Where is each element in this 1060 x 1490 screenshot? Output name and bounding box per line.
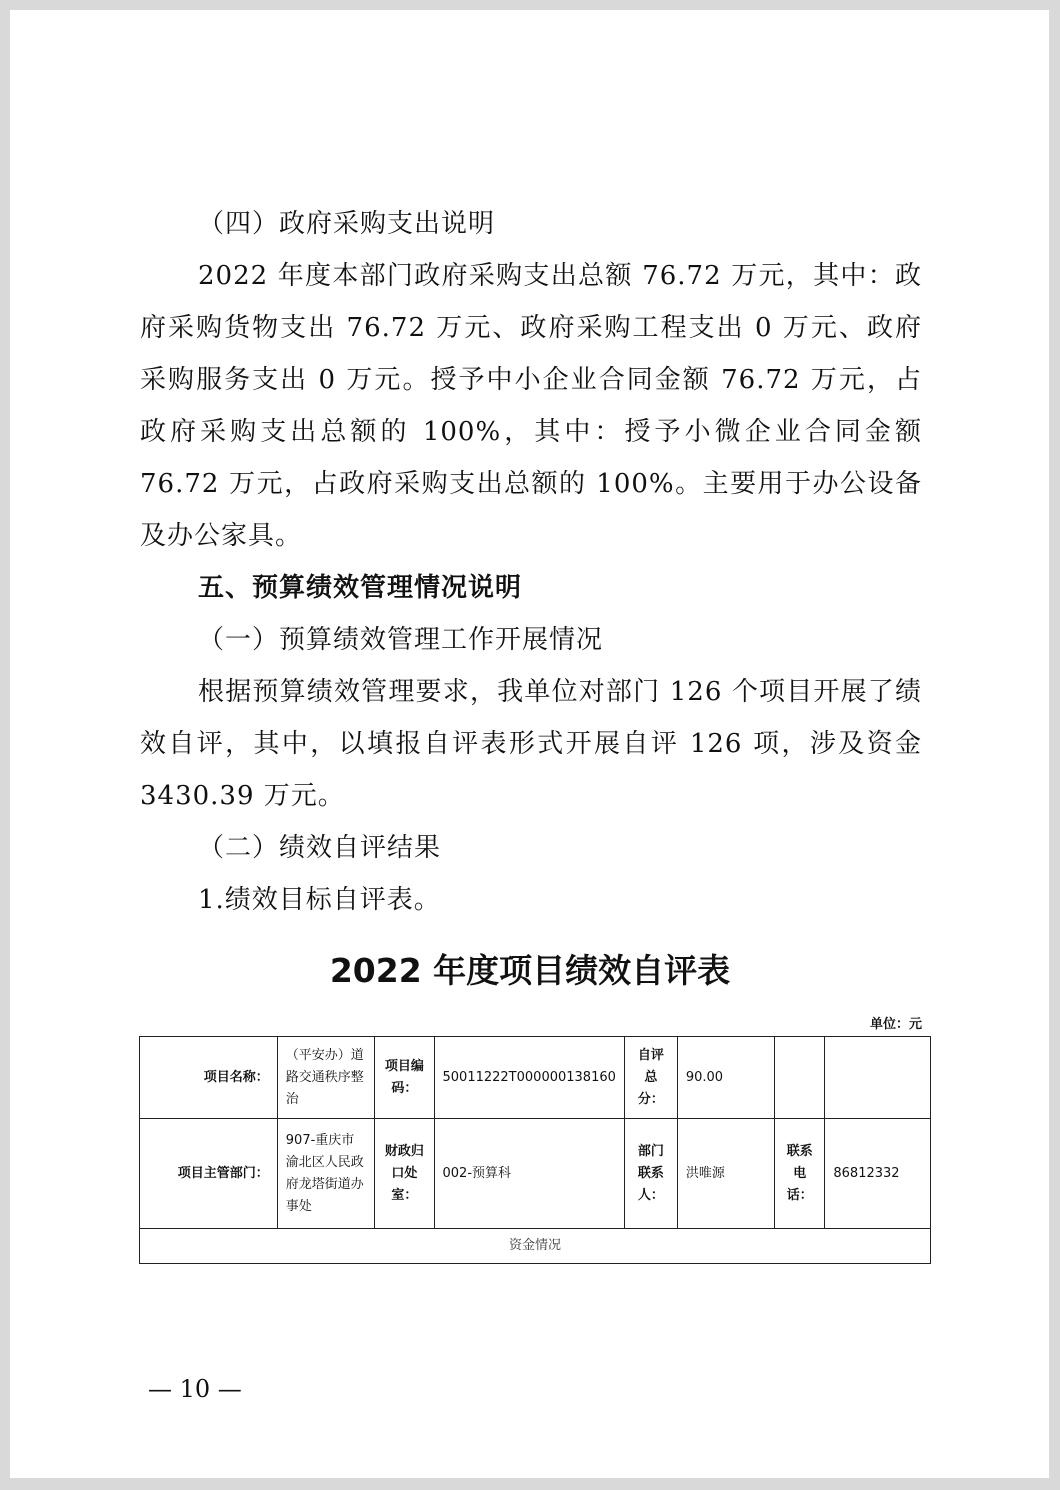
section-heading-4: （四）政府采购支出说明 xyxy=(198,209,496,239)
project-name-value: （平安办）道路交通秩序整治 xyxy=(277,1037,375,1119)
contact-label: 部门联系人： xyxy=(624,1119,677,1229)
score-label: 自评总分： xyxy=(624,1037,677,1119)
finance-value: 002-预算科 xyxy=(434,1119,624,1229)
table-title: 2022 年度项目绩效自评表 xyxy=(329,951,731,990)
table-row xyxy=(140,1037,931,1119)
page-number: — 10 — xyxy=(148,1375,242,1403)
score-value: 90.00 xyxy=(677,1037,774,1119)
contact-value: 洪唯源 xyxy=(677,1119,774,1229)
project-code-label: 项目编码： xyxy=(375,1037,434,1119)
section-heading-5: 五、预算绩效管理情况说明 xyxy=(198,573,523,603)
phone-value: 86812332 xyxy=(825,1119,931,1229)
unit-label: 单位：元 xyxy=(869,1017,922,1032)
procurement-paragraph: 2022 年度本部门政府采购支出总额 76.72 万元，其中：政府采购货物支出 76.72 万元、政府采购工程支出 0 万元、政府采购服务支出 0 万元。授予中小企业合同金额 76.72 万元，占政府采购支出总额的 100%，其中：授予小微企业合同金额 76.72 万元，占政府采购支出总额的 100%。主要用于办公设备及办公家具。 xyxy=(140,261,922,551)
dept-label: 项目主管部门： xyxy=(140,1119,278,1229)
project-code-value: 50011222T000000138160 xyxy=(434,1037,624,1119)
funds-label: 资金情况 xyxy=(140,1229,931,1264)
empty-cell xyxy=(775,1037,825,1119)
table-row xyxy=(140,1229,931,1264)
body-text xyxy=(140,198,922,926)
item-heading-1: 1.绩效目标自评表。 xyxy=(198,885,441,915)
performance-paragraph: 根据预算绩效管理要求，我单位对部门 126 个项目开展了绩效自评，其中，以填报自评表形式开展自评 126 项，涉及资金 3430.39 万元。 xyxy=(140,677,922,811)
dept-value: 907-重庆市渝北区人民政府龙塔街道办事处 xyxy=(277,1119,375,1229)
empty-cell xyxy=(825,1037,931,1119)
project-name-label: 项目名称： xyxy=(140,1037,278,1119)
subsection-heading-2: （二）绩效自评结果 xyxy=(198,833,442,863)
finance-label: 财政归口处室： xyxy=(375,1119,434,1229)
subsection-heading-1: （一）预算绩效管理工作开展情况 xyxy=(198,625,604,655)
evaluation-table xyxy=(139,1036,931,1264)
phone-label: 联系电话： xyxy=(775,1119,825,1229)
table-row xyxy=(140,1119,931,1229)
